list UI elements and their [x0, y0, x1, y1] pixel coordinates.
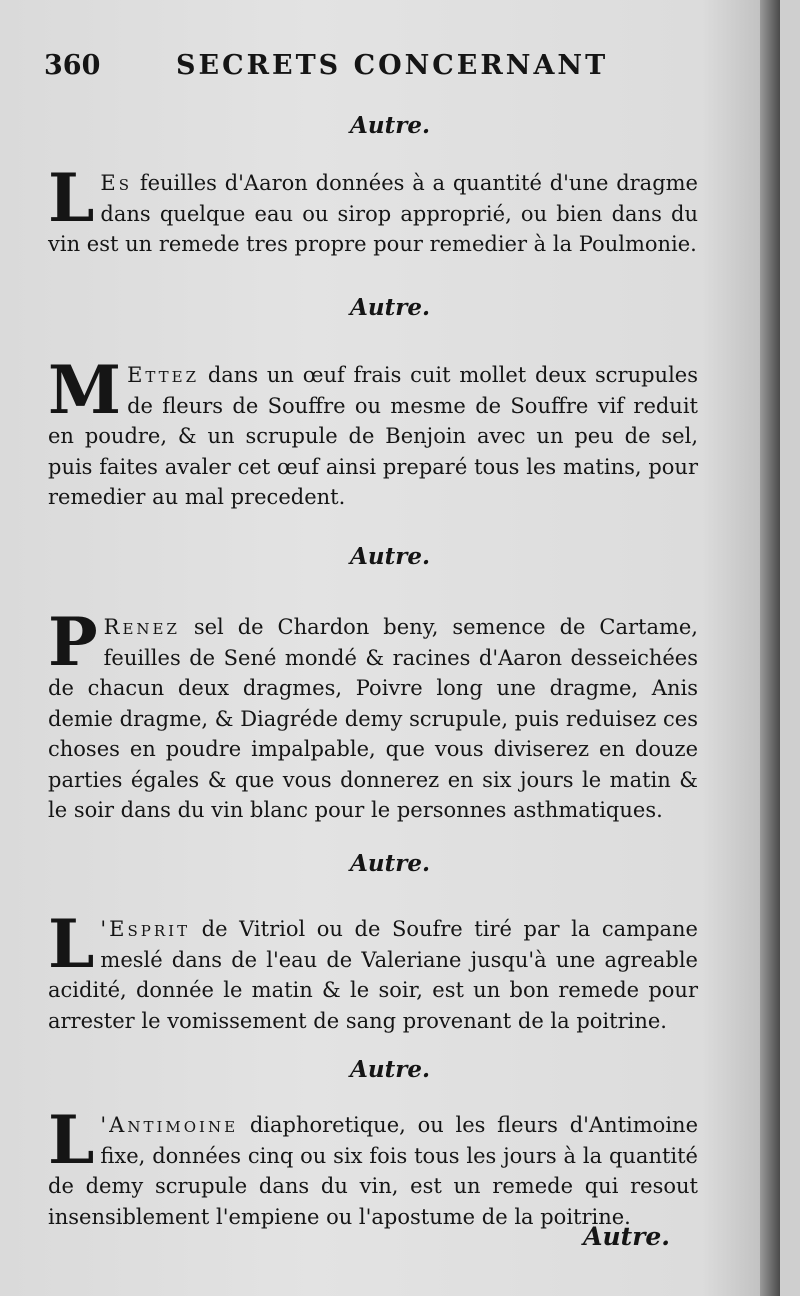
page-number: 360: [44, 50, 101, 81]
paragraph-text: de Vitriol ou de Soufre tiré par la campane meslé dans de l'eau de Valeriane jusqu'à une agreable acidité, donnée le matin & le soir, est un bon remede pour arrester le vomissement de sang provenant de la poitrine.: [48, 917, 698, 1033]
running-title: SECRETS CONCERNANT: [176, 50, 609, 81]
section-heading: Autre.: [350, 850, 430, 877]
paragraph-text: dans un œuf frais cuit mollet deux scrupules de fleurs de Souffre ou mesme de Souffre vif reduit en poudre, & un scrupule de Benjoin avec un peu de sel, puis faites avaler cet œuf ainsi preparé tous les matins, pour remedier au mal precedent.: [48, 363, 698, 509]
section-heading: Autre.: [350, 543, 430, 570]
drop-cap: L: [48, 1101, 95, 1179]
section-heading: Autre.: [350, 294, 430, 321]
book-spine: [760, 0, 780, 1296]
drop-cap: M: [48, 351, 122, 429]
drop-cap: L: [48, 905, 95, 983]
drop-cap: L: [48, 159, 95, 237]
lead-words: Renez: [103, 615, 180, 639]
page-header: [44, 50, 694, 90]
lead-words: 'Esprit: [100, 917, 191, 941]
section-heading: Autre.: [350, 112, 430, 139]
section-heading: Autre.: [350, 1056, 430, 1083]
lead-words: 'Antimoine: [100, 1113, 239, 1137]
lead-words: Es: [100, 171, 133, 195]
recipe-paragraph: [48, 1101, 698, 1232]
recipe-paragraph: [48, 905, 698, 1036]
catchword: Autre.: [583, 1222, 670, 1251]
paragraph-text: diaphoretique, ou les fleurs d'Antimoine fixe, données cinq ou six fois tous les jours à la quantité de demy scrupule dans du vin, est un remede qui resout insensiblement l'empiene ou l'apostume de la poitrine.: [48, 1113, 698, 1229]
paragraph-text: sel de Chardon beny, semence de Cartame, feuilles de Sené mondé & racines d'Aaron desseichées de chacun deux dragmes, Poivre long une dragme, Anis demie dragme, & Diagréde demy scrupule, puis reduisez ces choses en poudre impalpable, que vous diviserez en douze parties égales & que vous donnerez en six jours le matin & le soir dans du vin blanc pour le personnes asthmatiques.: [48, 615, 698, 822]
paragraph-text: feuilles d'Aaron données à a quantité d'une dragme dans quelque eau ou sirop approprié, ou bien dans du vin est un remede tres propre pour remedier à la Poulmonie.: [48, 171, 698, 256]
recipe-paragraph: [48, 351, 698, 513]
lead-words: Ettez: [127, 363, 200, 387]
recipe-paragraph: [48, 603, 698, 826]
drop-cap: P: [48, 603, 98, 681]
recipe-paragraph: [48, 159, 698, 260]
